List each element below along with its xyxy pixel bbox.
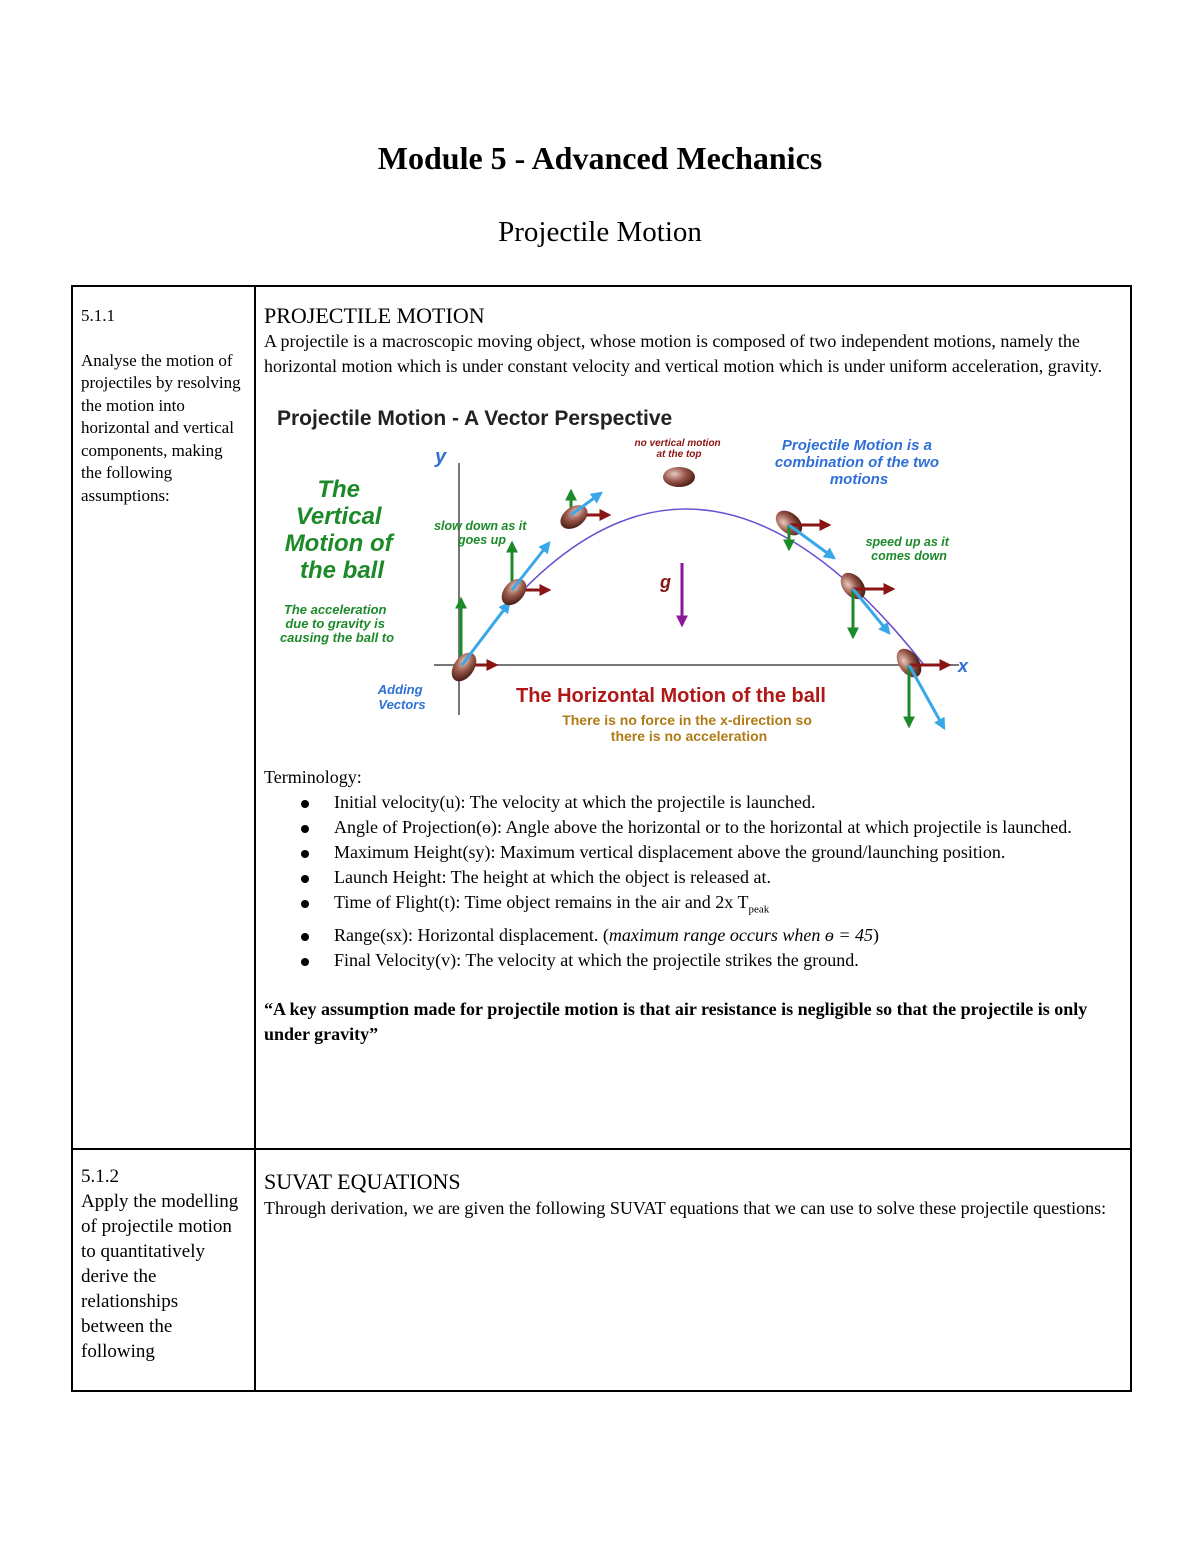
page-subtitle: Projectile Motion	[498, 216, 702, 248]
ball-landing	[892, 644, 949, 728]
content-cell	[255, 1149, 1131, 1391]
list-item: Time of Flight(t): Time object remains in the air and 2x $T_{peak}$	[334, 890, 1122, 923]
diagram-title: Projectile Motion - A Vector Perspective	[277, 407, 673, 430]
ball-peak	[663, 467, 695, 487]
key-assumption-quote: “A key assumption made for projectile motion is that air resistance is negligible so that the projectile is only under gravity”	[264, 998, 1088, 1044]
section-heading: SUVAT EQUATIONS	[264, 1169, 461, 1194]
horizontal-motion-heading: The Horizontal Motion of the ball	[516, 685, 826, 707]
syllabus-cell	[72, 286, 255, 1149]
syllabus-text: Apply the modelling of projectile motion to quantitatively derive the relationships between the following	[81, 1191, 239, 1362]
list-item: Angle of Projection(ɵ): Angle above the horizontal or to the horizontal at which projectile is launched.	[334, 815, 1122, 840]
ball-falling-low	[836, 568, 893, 637]
syllabus-code: 5.1.2	[81, 1166, 119, 1187]
vertical-motion-heading: The Vertical Motion of the ball	[284, 476, 393, 584]
list-item: Range(sx): Horizontal displacement. (maximum range occurs when ɵ = 45)	[334, 923, 1122, 948]
syllabus-text: Analyse the motion of projectiles by resolving the motion into horizontal and vertical components, making the following assumptions:	[81, 350, 241, 505]
intro-paragraph: A projectile is a macroscopic moving object, whose motion is composed of two independent motions, namely the horizontal motion which is under constant velocity and vertical motion which is under uniform acceleration, gravity.	[264, 331, 1103, 376]
table-row	[72, 1149, 1131, 1391]
section-heading: PROJECTILE MOTION	[264, 303, 485, 328]
adding-vectors-label: Adding Vectors	[377, 682, 426, 712]
list-item: Initial velocity(u): The velocity at which the projectile is launched.	[334, 790, 1122, 815]
syllabus-code: 5.1.1	[81, 306, 115, 325]
list-item: Launch Height: The height at which the object is released at.	[334, 865, 1122, 890]
x-axis-label: x	[958, 656, 969, 676]
no-force-note: There is no force in the x-direction so there is no acceleration	[562, 712, 812, 744]
intro-paragraph: Through derivation, we are given the following SUVAT equations that we can use to solve these projectile questions:	[264, 1198, 1107, 1218]
syllabus-table	[71, 285, 1132, 1392]
gravity-label: g	[660, 572, 671, 592]
ball-rising-low	[497, 543, 549, 610]
list-item: Maximum Height(sy): Maximum vertical displacement above the ground/launching position.	[334, 840, 1122, 865]
page-title: Module 5 - Advanced Mechanics	[377, 140, 823, 176]
top-note: no vertical motion at the top	[634, 438, 721, 460]
ball-rising-high	[556, 491, 609, 534]
gravity-note: The acceleration due to gravity is causing the ball to	[279, 602, 395, 645]
ball-falling-high	[771, 506, 834, 558]
speed-up-note: speed up as it comes down	[865, 535, 949, 563]
projectile-diagram	[269, 403, 969, 753]
terminology-list	[264, 790, 1122, 973]
content-cell	[255, 286, 1131, 1149]
ball-launch	[447, 599, 509, 686]
terminology-label: Terminology:	[264, 767, 362, 787]
list-item: Final Velocity(v): The velocity at which the projectile strikes the ground.	[334, 948, 1122, 973]
y-axis-label: y	[435, 446, 447, 468]
combination-note: Projectile Motion is a combination of the two motions	[774, 437, 939, 488]
syllabus-cell	[72, 1149, 255, 1391]
table-row	[72, 286, 1131, 1149]
slow-down-note: slow down as it goes up	[434, 519, 527, 547]
